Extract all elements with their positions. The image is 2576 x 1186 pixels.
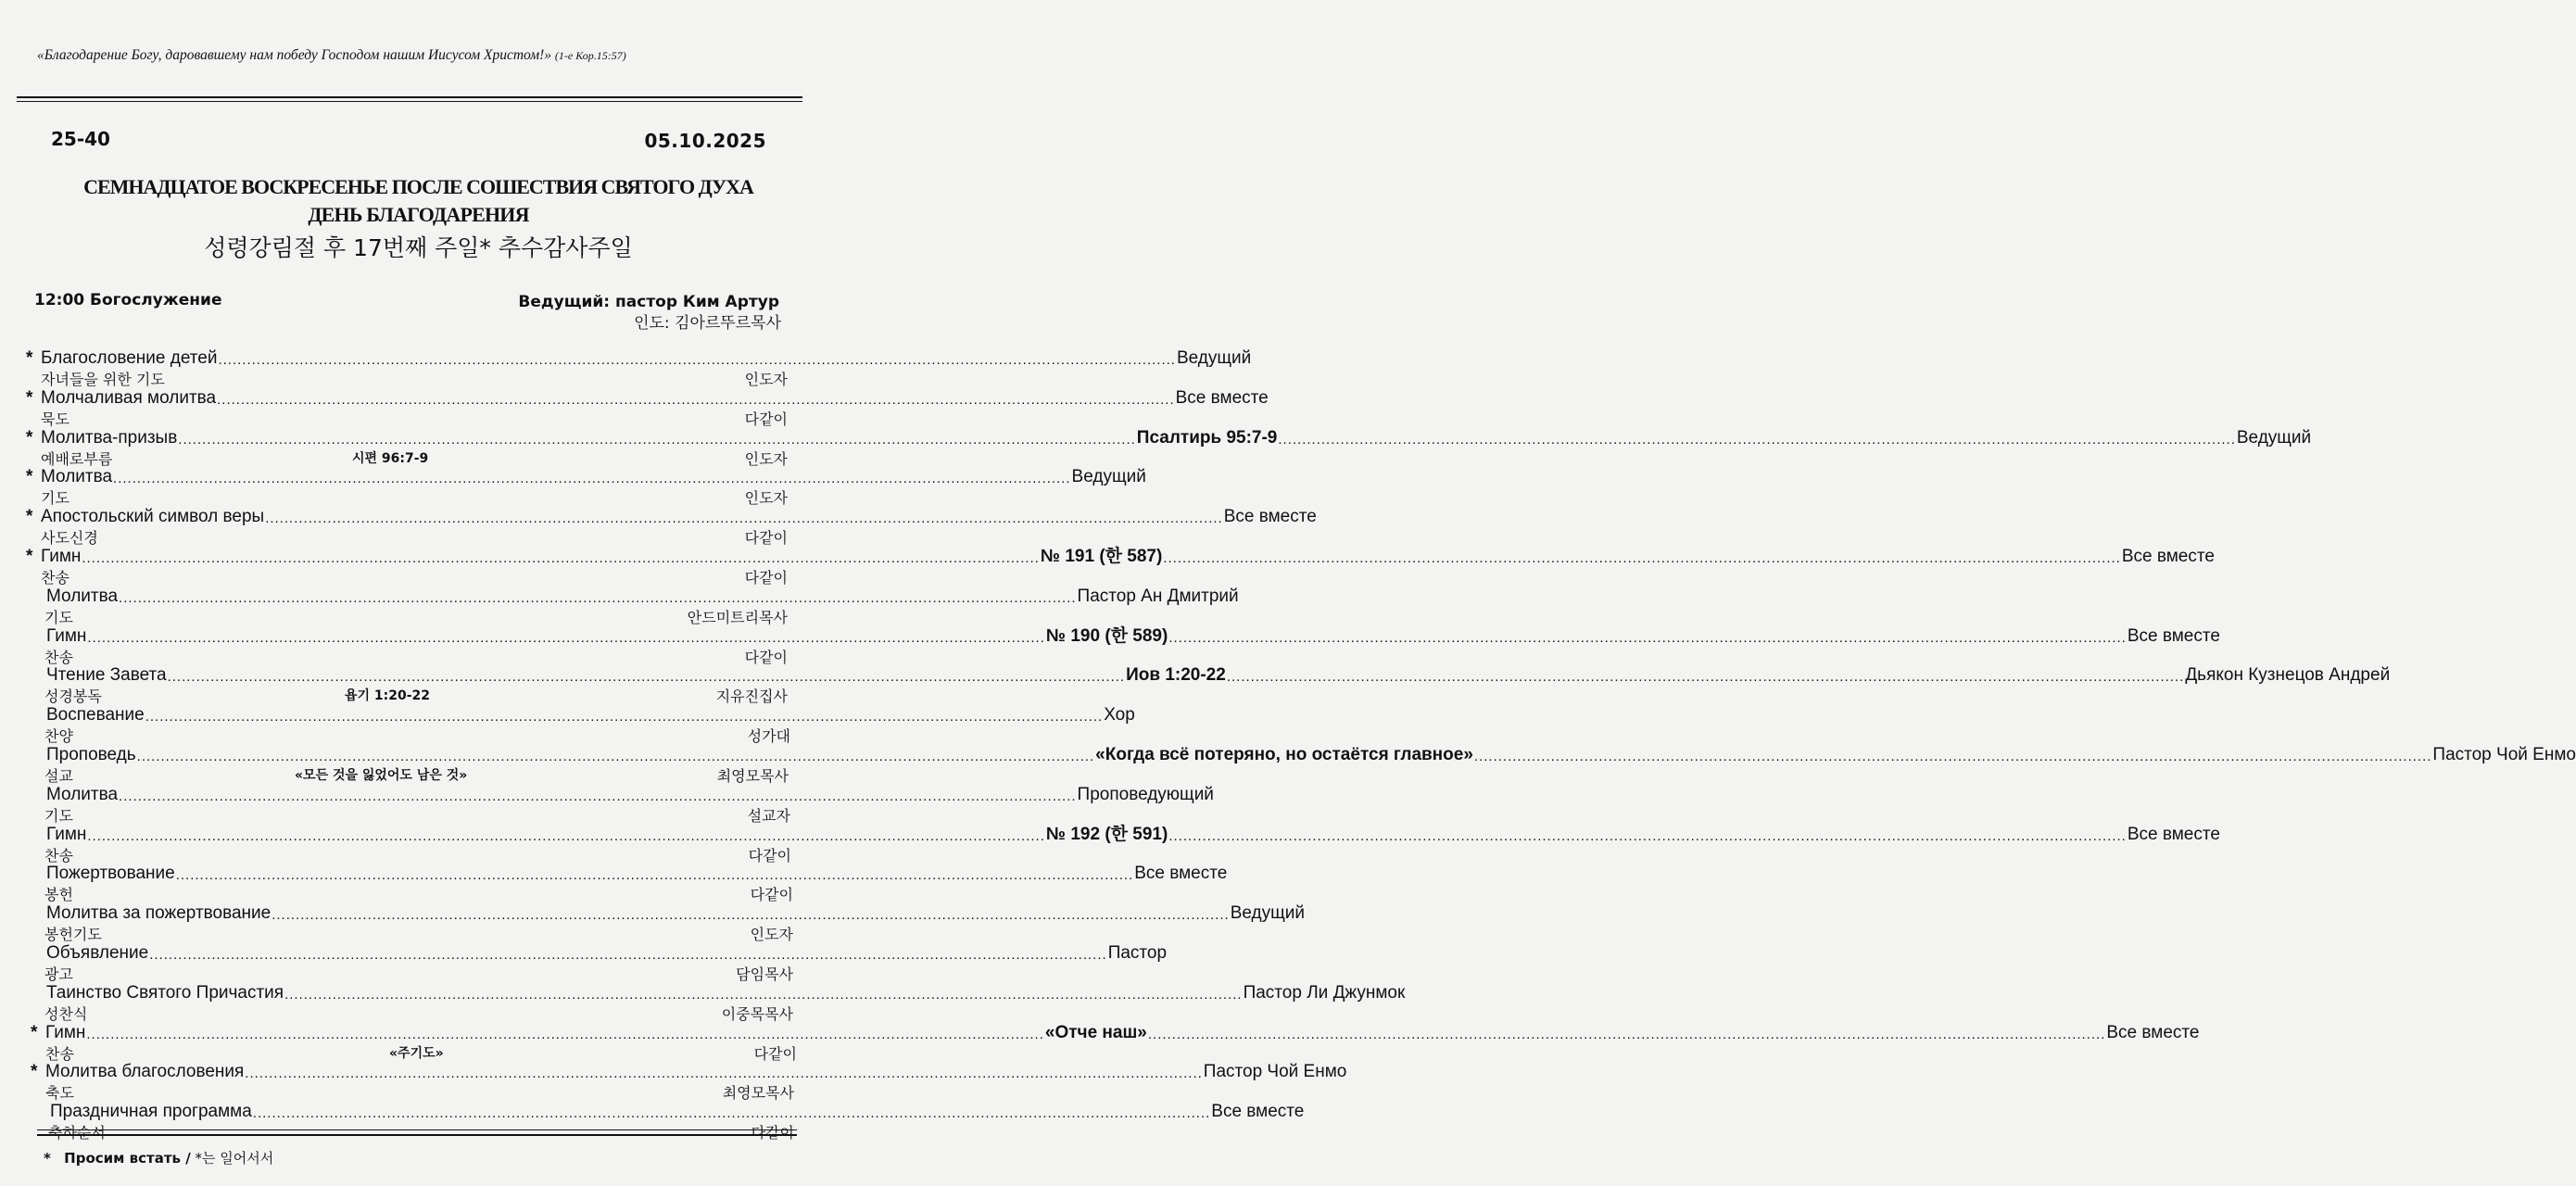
item-performer: Дьякон Кузнецов Андрей (2185, 665, 2391, 686)
item-performer-korean: 성가대 (747, 727, 790, 746)
item-name: Объявление (46, 942, 149, 963)
item-reference: № 192 (한 591) (1045, 824, 1168, 844)
item-performer: Все вместе (2121, 546, 2215, 566)
footnote-korean: *는 일어서서 (195, 1150, 274, 1167)
item-performer-korean: 다같이 (748, 846, 791, 864)
item-name: Праздничная программа (50, 1102, 252, 1122)
order-item (0, 903, 1305, 944)
bulletin-date: 05.10.2025 (644, 130, 766, 152)
stand-marker: * (26, 546, 33, 566)
item-name: Молитва (46, 586, 119, 606)
item-name-korean: 축하순서 (48, 1124, 106, 1142)
item-performer-korean: 다같이 (744, 568, 788, 587)
top-divider (17, 96, 802, 98)
item-performer-korean: 안드미트리목사 (687, 608, 788, 626)
dot-leader: ........................................................................................................................................................................................................ (178, 431, 1136, 448)
item-name: Благословение детей (41, 348, 218, 368)
dot-leader: ........................................................................................................................................................................................................ (145, 709, 1104, 725)
item-name-korean: 성경봉독 (44, 688, 102, 706)
footnote-russian: Просим встать / (64, 1150, 191, 1167)
item-performer-korean: 인도자 (744, 371, 788, 388)
item-name: Гимн (45, 1022, 86, 1042)
dot-leader: ........................................................................................................................................................................................................ (265, 511, 1223, 527)
footnote (44, 1148, 273, 1167)
dot-leader: ........................................................................................................................................................................................................ (1473, 748, 2432, 764)
item-reference: Иов 1:20-22 (1126, 665, 1226, 686)
item-performer-korean: 인도자 (750, 926, 793, 944)
item-performer-korean: 지유진집사 (715, 688, 788, 706)
verse-text: «Благодарение Богу, даровавшему нам победу Господом нашим Иисусом Христом!» (37, 47, 551, 63)
item-performer-korean: 최영모목사 (716, 766, 789, 785)
dot-leader: ........................................................................................................................................................................................................ (82, 549, 1040, 566)
stand-marker: * (26, 467, 33, 487)
item-reference-korean: 욥기 1:20-22 (345, 688, 431, 704)
order-item (0, 824, 2220, 864)
item-performer: Ведущий (1230, 903, 1305, 924)
stand-marker: * (26, 387, 33, 408)
title-line-korean: 성령강림절 후 17번째 주일* 추수감사주일 (204, 234, 633, 261)
item-performer: Все вместе (2127, 625, 2220, 646)
stand-marker: * (31, 1062, 38, 1082)
item-performer: Все вместе (1211, 1102, 1305, 1122)
item-reference: № 191 (한 587) (1040, 546, 1163, 566)
item-name: Молитва за пожертвование (46, 903, 271, 924)
item-performer-korean: 인도자 (744, 489, 788, 508)
item-performer-korean: 인도자 (744, 449, 788, 468)
item-name-korean: 축도 (45, 1084, 74, 1103)
item-performer: Все вместе (1134, 864, 1228, 884)
bottom-divider (37, 1134, 797, 1136)
dot-leader: ........................................................................................................................................................................................................ (113, 471, 1071, 487)
item-name-korean: 봉헌 (44, 886, 73, 904)
stand-marker: * (26, 507, 33, 527)
order-item (0, 387, 1269, 428)
item-performer: Пастор Ли Джунмок (1243, 982, 1406, 1003)
item-reference-korean: «주기도» (389, 1045, 444, 1061)
item-performer-korean: 다같이 (751, 1124, 794, 1142)
top-divider-thin (17, 101, 802, 102)
item-name-korean: 기도 (44, 806, 73, 825)
item-name-korean: 찬송 (44, 648, 73, 666)
item-name: Апостольский символ веры (41, 507, 265, 527)
item-performer-korean: 다같이 (744, 648, 788, 666)
dot-leader: ........................................................................................................................................................................................................ (119, 788, 1077, 804)
order-item (0, 705, 1135, 746)
order-item (0, 625, 2220, 666)
order-item (0, 546, 2215, 587)
item-name: Молчаливая молитва (41, 387, 217, 408)
item-performer: Пастор (1107, 942, 1168, 963)
item-performer-korean: 설교자 (747, 806, 790, 825)
item-name-korean: 찬송 (41, 568, 69, 587)
dot-leader: ........................................................................................................................................................................................................ (136, 748, 1095, 764)
item-performer-korean: 다같이 (753, 1044, 797, 1063)
item-name: Воспевание (46, 705, 145, 725)
order-item (0, 467, 1146, 508)
item-name-korean: 성찬식 (44, 1004, 88, 1023)
item-name: Пожертвование (46, 864, 175, 884)
item-name: Молитва-призыв (41, 427, 178, 448)
item-performer-korean: 다같이 (750, 886, 793, 904)
item-name: Молитва (41, 467, 113, 487)
dot-leader: ........................................................................................................................................................................................................ (218, 352, 1176, 368)
item-performer: Все вместе (1223, 507, 1317, 527)
item-performer-korean: 다같이 (744, 410, 788, 428)
item-reference-korean: «모든 것을 잃었어도 남은 것» (295, 767, 468, 783)
item-performer: Ведущий (1071, 467, 1146, 487)
verse-reference: (1-е Кор.15:57) (554, 49, 626, 62)
dot-leader: ........................................................................................................................................................................................................ (245, 1066, 1203, 1082)
service-time: 12:00 Богослужение (34, 291, 222, 309)
item-performer: Пастор Чой Енмо (1203, 1062, 1347, 1082)
item-name-korean: 봉헌기도 (44, 926, 102, 944)
dot-leader: ........................................................................................................................................................................................................ (217, 391, 1175, 408)
order-item (0, 348, 1252, 388)
item-performer: Все вместе (2127, 824, 2220, 844)
order-item (0, 784, 1214, 825)
item-name-korean: 사도신경 (41, 529, 98, 548)
dot-leader: ........................................................................................................................................................................................................ (1278, 431, 2236, 448)
bottom-divider-thin (37, 1129, 797, 1130)
footnote-star: * (44, 1150, 51, 1167)
dot-leader: ........................................................................................................................................................................................................ (149, 946, 1107, 963)
order-item (0, 982, 1406, 1023)
dot-leader: ........................................................................................................................................................................................................ (86, 1026, 1044, 1042)
item-name-korean: 예배로부름 (41, 449, 113, 468)
order-item (0, 507, 1317, 548)
dot-leader: ........................................................................................................................................................................................................ (87, 629, 1045, 646)
service-leader-korean: 인도: 김아르뚜르목사 (634, 314, 781, 333)
item-performer: Проповедующий (1077, 784, 1214, 804)
dot-leader: ........................................................................................................................................................................................................ (271, 907, 1230, 924)
item-name: Гимн (46, 824, 87, 844)
item-performer: Ведущий (2236, 427, 2312, 448)
item-performer-korean: 담임목사 (736, 965, 793, 983)
dot-leader: ........................................................................................................................................................................................................ (252, 1105, 1211, 1122)
item-name: Таинство Святого Причастия (46, 982, 284, 1003)
order-item (0, 864, 1228, 904)
dot-leader: ........................................................................................................................................................................................................ (1226, 669, 2185, 686)
item-performer: Ведущий (1176, 348, 1252, 368)
order-item (0, 942, 1168, 983)
item-performer-korean: 최영모목사 (722, 1084, 794, 1103)
stand-marker: * (26, 348, 33, 368)
issue-number: 25-40 (51, 128, 110, 150)
item-name-korean: 묵도 (41, 410, 69, 428)
item-name: Молитва благословения (45, 1062, 245, 1082)
dot-leader: ........................................................................................................................................................................................................ (175, 867, 1134, 884)
item-name: Молитва (46, 784, 119, 804)
item-reference: № 190 (한 589) (1045, 625, 1168, 646)
item-performer: Хор (1104, 705, 1135, 725)
stand-marker: * (31, 1022, 38, 1042)
order-item (0, 744, 2576, 785)
item-name: Гимн (46, 625, 87, 646)
item-performer: Все вместе (1175, 387, 1269, 408)
item-name-korean: 찬송 (44, 846, 73, 864)
item-name-korean: 자녀들을 위한 기도 (41, 371, 165, 388)
order-item (0, 1062, 1347, 1103)
item-name: Гимн (41, 546, 82, 566)
title-line-1: СЕМНАДЦАТОЕ ВОСКРЕСЕНЬЕ ПОСЛЕ СОШЕСТВИЯ СВЯТОГО ДУХА (83, 175, 753, 198)
item-name: Чтение Завета (46, 665, 167, 686)
order-of-worship (0, 348, 2576, 1142)
dot-leader: ........................................................................................................................................................................................................ (284, 986, 1243, 1003)
item-name-korean: 찬양 (44, 727, 73, 746)
dot-leader: ........................................................................................................................................................................................................ (119, 589, 1077, 606)
item-reference: «Отче наш» (1044, 1022, 1147, 1042)
item-performer: Пастор Чой Енмо (2432, 744, 2576, 764)
item-performer-korean: 다같이 (744, 529, 788, 548)
title-line-2: ДЕНЬ БЛАГОДАРЕНИЯ (308, 203, 529, 226)
order-item (0, 1022, 2200, 1063)
dot-leader: ........................................................................................................................................................................................................ (1147, 1026, 2106, 1042)
item-performer: Пастор Ан Дмитрий (1077, 586, 1239, 606)
item-performer-korean: 이중목목사 (721, 1004, 793, 1023)
dot-leader: ........................................................................................................................................................................................................ (1163, 549, 2121, 566)
item-name-korean: 찬송 (45, 1044, 74, 1063)
service-leader: Ведущий: пастор Ким Артур (518, 293, 779, 311)
stand-marker: * (26, 427, 33, 448)
order-item (0, 665, 2391, 706)
item-name-korean: 기도 (44, 608, 73, 626)
item-reference: «Когда всё потеряно, но остаётся главное» (1095, 744, 1473, 764)
order-item (0, 586, 1239, 626)
item-name: Проповедь (46, 744, 136, 764)
dot-leader: ........................................................................................................................................................................................................ (167, 669, 1126, 686)
dot-leader: ........................................................................................................................................................................................................ (1168, 629, 2127, 646)
item-performer: Все вместе (2106, 1022, 2200, 1042)
order-item (0, 427, 2312, 468)
epigraph-verse (37, 47, 806, 64)
item-reference-korean: 시편 96:7-9 (352, 450, 429, 466)
dot-leader: ........................................................................................................................................................................................................ (87, 827, 1045, 844)
item-name-korean: 설교 (44, 766, 73, 785)
dot-leader: ........................................................................................................................................................................................................ (1168, 827, 2127, 844)
item-name-korean: 광고 (44, 965, 73, 983)
item-name-korean: 기도 (41, 489, 69, 508)
item-reference: Псалтирь 95:7-9 (1136, 427, 1278, 448)
